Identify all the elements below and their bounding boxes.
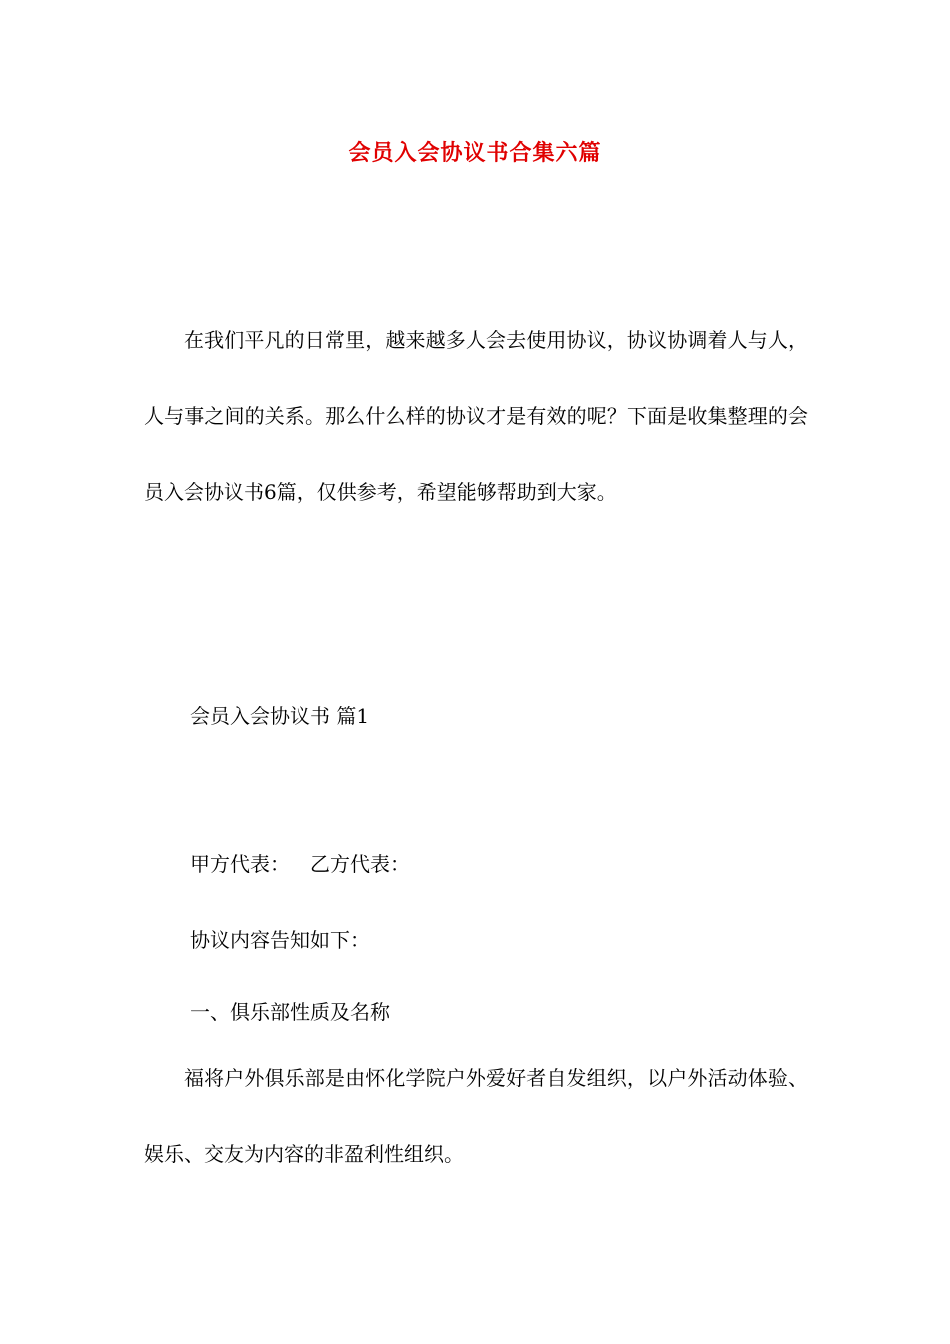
party-a-label: 甲方代表： <box>190 852 290 876</box>
clause-1-heading: 一、俱乐部性质及名称 <box>190 1000 390 1024</box>
party-representatives-line <box>190 850 410 878</box>
clause-1-paragraph: 福将户外俱乐部是由怀化学院户外爱好者自发组织，以户外活动体验、娱乐、交友为内容的非盈利性组织。 <box>144 1066 808 1166</box>
intro-paragraph: 在我们平凡的日常里，越来越多人会去使用协议，协议协调着人与人，人与事之间的关系。那么什么样的协议才是有效的呢？下面是收集整理的会员入会协议书6篇，仅供参考，希望能够帮助到大家。 <box>144 328 808 504</box>
party-b-label: 乙方代表： <box>310 852 410 876</box>
section-heading: 会员入会协议书 篇1 <box>190 704 370 728</box>
notice-line: 协议内容告知如下： <box>190 928 370 952</box>
document-title: 会员入会协议书合集六篇 <box>348 140 602 166</box>
